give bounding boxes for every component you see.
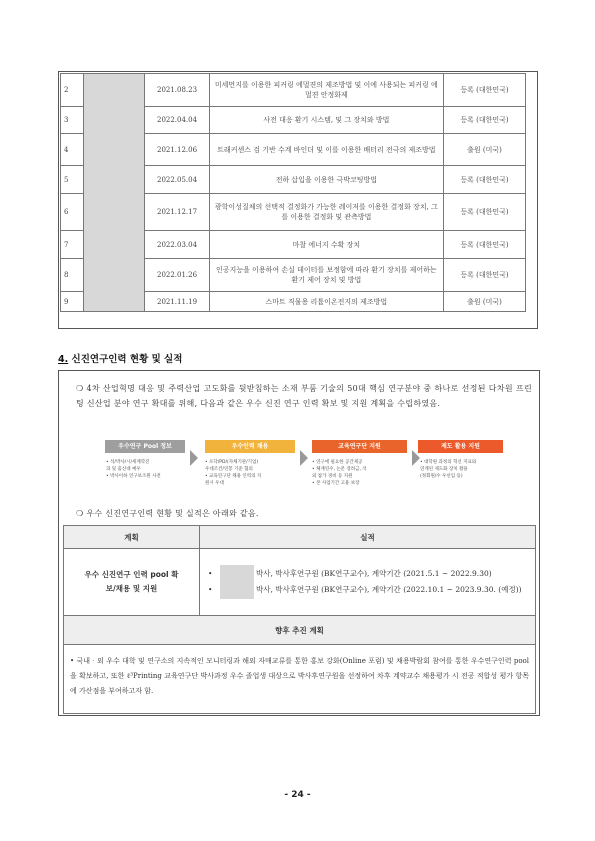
flow-item: (정회원/수 우선임 등) xyxy=(420,474,463,479)
patent-date: 2021.08.23 xyxy=(145,74,209,107)
flow-step-2-label: 우수인력 채용 xyxy=(231,443,269,450)
plan-cell: 우수 신진연구 인력 pool 확보/채용 및 지원 xyxy=(64,549,200,616)
flow-step-4-desc xyxy=(420,459,505,480)
patent-number: 9 xyxy=(61,292,84,312)
flow-step-4-label: 제도 활용 지원 xyxy=(441,443,480,450)
flow-item: 과 및 출신대 예우 xyxy=(106,467,141,472)
patent-number: 2 xyxy=(61,74,84,107)
arrow-icon xyxy=(300,450,308,466)
status-intro: ❍ 우수 신진연구인력 현황 및 실적은 아래와 같음. xyxy=(76,509,259,518)
flow-item: • 석/박사/시/세계학진 xyxy=(106,460,150,465)
patent-status: 등록 (대한민국) xyxy=(443,259,525,292)
col-plan-header: 계획 xyxy=(64,526,200,549)
patent-date: 2021.11.19 xyxy=(145,292,209,312)
redacted-name xyxy=(220,583,254,599)
flow-step-3 xyxy=(312,440,407,453)
result-cell xyxy=(200,549,536,616)
patent-title: 마찰 에너지 수확 장치 xyxy=(209,231,443,259)
patent-title: 인공지능을 이용하여 손실 데이터를 보정함에 따라 환기 장치를 제어하는 환기 제어 장치 및 방법 xyxy=(209,259,443,292)
arrow-icon xyxy=(190,450,198,466)
flow-item: • 박사이하 연구보조원 사전 xyxy=(106,474,161,479)
future-plan-text: • 국내‧외 우수 대학 및 연구소의 지속적인 모니터링과 해외 자매교류를 통한 홍보 강화(Online 포럼) 및 채용박람회 참여를 통한 우수연구인력 pool을 확보하고, 또한 ℓ³Printing 교육연구단 박사과정 우수 졸업생 대상으로 박사후연구원을 선정하여 차후 계약교수 채용평가 시 전공 적합성 평가 항목에 가산점을 부여하고자 함. xyxy=(64,645,536,714)
patent-number: 6 xyxy=(61,194,84,231)
flow-item: • 대학원 과정의 혁신 지표와 xyxy=(420,460,477,465)
patent-table xyxy=(60,73,526,312)
patent-date: 2022.04.04 xyxy=(145,107,209,134)
redacted-cell xyxy=(84,74,145,312)
flow-item: 우대조건/연봉 기준 협의 xyxy=(205,467,253,472)
flow-step-3-desc xyxy=(312,459,407,487)
result-item: • 박사, 박사후연구원 (BK연구교수), 계약기간 (2022.10.1 ~ 2023.9.30. (예정)) xyxy=(208,583,527,599)
intro-paragraph: ❍ 4차 산업혁명 대응 및 주력산업 고도화를 뒷받침하는 소재 부품 기술의 50대 핵심 연구분야 중 하나로 선정된 다차원 프린팅 신산업 분야 연구 확대를 위해, 다음과 같은 우수 신진 연구 인력 확보 및 지원 계획을 수립하였음. xyxy=(76,384,532,408)
patent-title: 미세먼지를 이용한 피커링 에멀젼의 제조방법 및 이에 사용되는 피커링 에멀젼 안정화제 xyxy=(209,74,443,107)
page-number: - 24 - xyxy=(284,790,311,800)
patent-title: 트래커센스 검 기반 수계 바인더 및 이를 이용한 배터리 전극의 제조방법 xyxy=(209,134,443,166)
patent-status: 출원 (미국) xyxy=(443,134,525,166)
col-result-header: 실적 xyxy=(200,526,536,549)
patent-row xyxy=(61,74,526,107)
patent-number: 3 xyxy=(61,107,84,134)
patent-status: 등록 (대한민국) xyxy=(443,107,525,134)
result-text: 박사, 박사후연구원 (BK연구교수), 계약기간 (2021.5.1 ~ 2022.9.30) xyxy=(256,569,492,578)
section-number: 4. xyxy=(58,354,69,365)
flow-item: 연계된 제도화 장치 활용 xyxy=(420,467,468,472)
redacted-name xyxy=(220,565,254,583)
status-table xyxy=(63,525,536,714)
future-plan-header: 향후 추진 계획 xyxy=(64,616,536,645)
flow-item: • 체재연수, 논문 장려금, 석 xyxy=(312,467,367,472)
flow-step-1-label: 우수연구 Pool 정보 xyxy=(118,443,172,450)
section-title: 신진연구인력 현황 및 실적 xyxy=(71,354,183,365)
flow-step-2-desc xyxy=(205,459,295,487)
patent-date: 2021.12.17 xyxy=(145,194,209,231)
patent-date: 2022.01.26 xyxy=(145,259,209,292)
section-heading xyxy=(58,351,182,365)
patent-status: 등록 (대한민국) xyxy=(443,194,525,231)
patent-status: 등록 (대한민국) xyxy=(443,166,525,194)
result-text: 박사, 박사후연구원 (BK연구교수), 계약기간 (2022.10.1 ~ 2023.9.30. (예정)) xyxy=(256,585,522,594)
flow-item: • 연구에 필요한 공간제공 xyxy=(312,460,363,465)
patent-title: 전하 삽입을 이용한 극박코팅방법 xyxy=(209,166,443,194)
patent-status: 출원 (미국) xyxy=(443,292,525,312)
patent-title: 사전 대응 환기 시스템, 및 그 장치와 방법 xyxy=(209,107,443,134)
flow-item: • 본 사업기간 고용 보장 xyxy=(312,481,360,486)
flow-item: • 교육연구단 채용 인력의 지 xyxy=(205,474,262,479)
patent-date: 2022.05.04 xyxy=(145,166,209,194)
patent-date: 2022.03.04 xyxy=(145,231,209,259)
patent-number: 7 xyxy=(61,231,84,259)
patent-status: 등록 (대한민국) xyxy=(443,74,525,107)
patent-title: 광학이성질체의 선택적 결정화가 가능한 레이저를 이용한 결정화 장치, 그를 이용한 결정화 및 관측방법 xyxy=(209,194,443,231)
patent-number: 5 xyxy=(61,166,84,194)
result-item: • 박사, 박사후연구원 (BK연구교수), 계약기간 (2021.5.1 ~ 2022.9.30) xyxy=(208,565,527,583)
patent-date: 2021.12.06 xyxy=(145,134,209,166)
flow-step-3-label: 교육연구단 지원 xyxy=(338,443,381,450)
flow-item: 원시 우대 xyxy=(205,481,224,486)
flow-step-1 xyxy=(105,440,185,453)
flow-step-2 xyxy=(205,440,295,453)
flow-step-1-desc xyxy=(106,459,194,480)
patent-number: 8 xyxy=(61,259,84,292)
patent-title: 스마트 직물용 리튬이온전지의 제조방법 xyxy=(209,292,443,312)
patent-status: 등록 (대한민국) xyxy=(443,231,525,259)
flow-item: 외 참가 경비 등 지원 xyxy=(312,474,353,479)
flow-item: • 포닥/PD/(자체기관/기업) xyxy=(205,460,259,465)
patent-number: 4 xyxy=(61,134,84,166)
flow-step-4 xyxy=(418,440,503,453)
